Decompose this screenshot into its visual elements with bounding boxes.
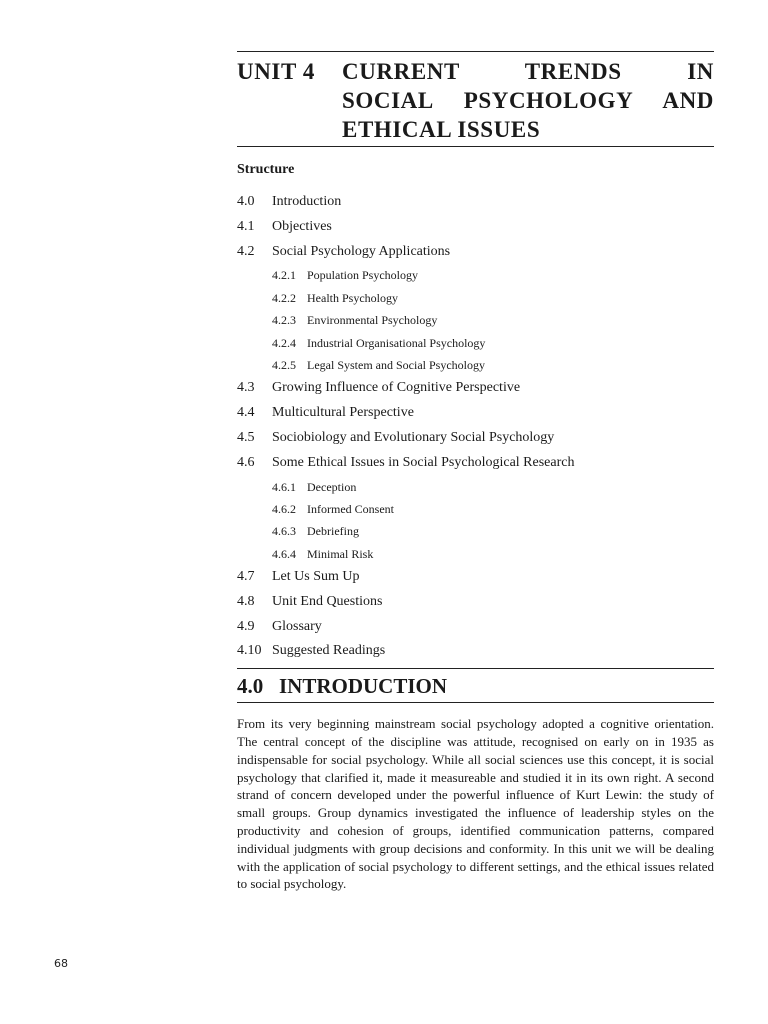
toc-sub-number: 4.2.1 xyxy=(272,268,296,283)
section-number: 4.0 xyxy=(237,674,264,699)
toc-sub-number: 4.6.4 xyxy=(272,546,296,561)
unit-title-line: SOCIAL PSYCHOLOGY AND xyxy=(342,88,714,113)
intro-paragraph: From its very beginning mainstream social psychology adopted a cognitive orientation. The central concept of the discipline was attitude, recognised on early on in 1935 as indispensable for social psychology. While all social sciences use this concept, it is social psychology that clarified it, made it measureable and studied it in its own right. A second strand of concern developed under the powerful influence of Kurt Lewin: the study of small groups. Group dynamics investigated the influence of leadership styles on the productivity and cohesion of groups, identified communication patterns, compared individual judgments with group decisions and conformity. In this unit we will be dealing with the application of social psychology to different settings, and the ethical issues related to social psychology. xyxy=(237,716,714,892)
toc-label: Multicultural Perspective xyxy=(272,405,414,421)
page-content xyxy=(237,51,714,893)
toc-number: 4.8 xyxy=(237,593,255,609)
structure-label: Structure xyxy=(237,162,295,177)
toc-number: 4.9 xyxy=(237,618,255,634)
toc-item xyxy=(237,639,714,664)
toc-number: 4.10 xyxy=(237,643,262,659)
toc-subitem xyxy=(237,520,714,542)
toc-label: Growing Influence of Cognitive Perspective xyxy=(272,380,521,396)
toc-sub-label: Industrial Organisational Psychology xyxy=(307,335,486,350)
toc-label: Suggested Readings xyxy=(272,643,386,659)
toc-subitem xyxy=(237,476,714,498)
toc-item xyxy=(237,215,714,240)
toc-subitem xyxy=(237,287,714,309)
toc-number: 4.0 xyxy=(237,194,255,209)
toc-number: 4.5 xyxy=(237,429,255,445)
toc-label: Social Psychology Applications xyxy=(272,243,451,259)
toc-sub-number: 4.6.1 xyxy=(272,479,296,494)
toc-sub-label: Population Psychology xyxy=(307,268,419,283)
toc-item xyxy=(237,190,714,215)
toc-label: Let Us Sum Up xyxy=(272,569,360,585)
toc-subitem xyxy=(237,498,714,520)
toc-sub-label: Informed Consent xyxy=(307,501,394,516)
section-title: INTRODUCTION xyxy=(279,674,448,699)
toc-item xyxy=(237,426,714,451)
toc-item xyxy=(237,401,714,426)
toc-label: Objectives xyxy=(272,218,332,234)
toc-label: Some Ethical Issues in Social Psychological Research xyxy=(272,454,575,470)
toc-number: 4.3 xyxy=(237,380,255,396)
unit-title-line: CURRENT TRENDS IN xyxy=(342,59,714,84)
toc-item xyxy=(237,615,714,640)
toc-label: Unit End Questions xyxy=(272,593,383,609)
toc-sub-number: 4.6.2 xyxy=(272,501,296,516)
toc-number: 4.2 xyxy=(237,243,255,259)
unit-title-line: ETHICAL ISSUES xyxy=(342,117,541,142)
toc-label: Sociobiology and Evolutionary Social Psychology xyxy=(272,429,555,445)
toc-sub-number: 4.2.4 xyxy=(272,335,296,350)
toc-item xyxy=(237,565,714,590)
toc-sub-label: Minimal Risk xyxy=(307,546,374,561)
toc-number: 4.1 xyxy=(237,218,255,234)
toc-item xyxy=(237,376,714,401)
unit-bottom-rule xyxy=(237,146,714,147)
page-number: 68 xyxy=(54,957,68,970)
table-of-contents xyxy=(237,190,714,664)
toc-subitem xyxy=(237,309,714,331)
toc-subitem xyxy=(237,332,714,354)
toc-item xyxy=(237,240,714,265)
toc-number: 4.4 xyxy=(237,405,255,421)
toc-sub-number: 4.2.3 xyxy=(272,313,296,328)
toc-item xyxy=(237,451,714,476)
toc-sub-number: 4.2.2 xyxy=(272,290,296,305)
toc-subitem xyxy=(237,264,714,286)
unit-title xyxy=(237,52,714,146)
toc-sub-label: Environmental Psychology xyxy=(307,313,438,328)
toc-label: Introduction xyxy=(272,194,342,209)
unit-number: UNIT 4 xyxy=(237,59,315,84)
toc-sub-label: Deception xyxy=(307,479,357,494)
toc-sub-number: 4.2.5 xyxy=(272,357,296,372)
toc-sub-label: Health Psychology xyxy=(307,290,398,305)
section-bottom-rule xyxy=(237,702,714,703)
toc-subitem xyxy=(237,354,714,376)
toc-item xyxy=(237,590,714,615)
unit-title-text xyxy=(342,57,714,144)
toc-sub-number: 4.6.3 xyxy=(272,524,296,539)
toc-number: 4.7 xyxy=(237,569,255,585)
toc-number: 4.6 xyxy=(237,454,255,470)
section-heading xyxy=(237,669,714,702)
toc-subitem xyxy=(237,543,714,565)
toc-label: Glossary xyxy=(272,618,322,634)
toc-sub-label: Legal System and Social Psychology xyxy=(307,357,485,372)
toc-sub-label: Debriefing xyxy=(307,524,359,539)
